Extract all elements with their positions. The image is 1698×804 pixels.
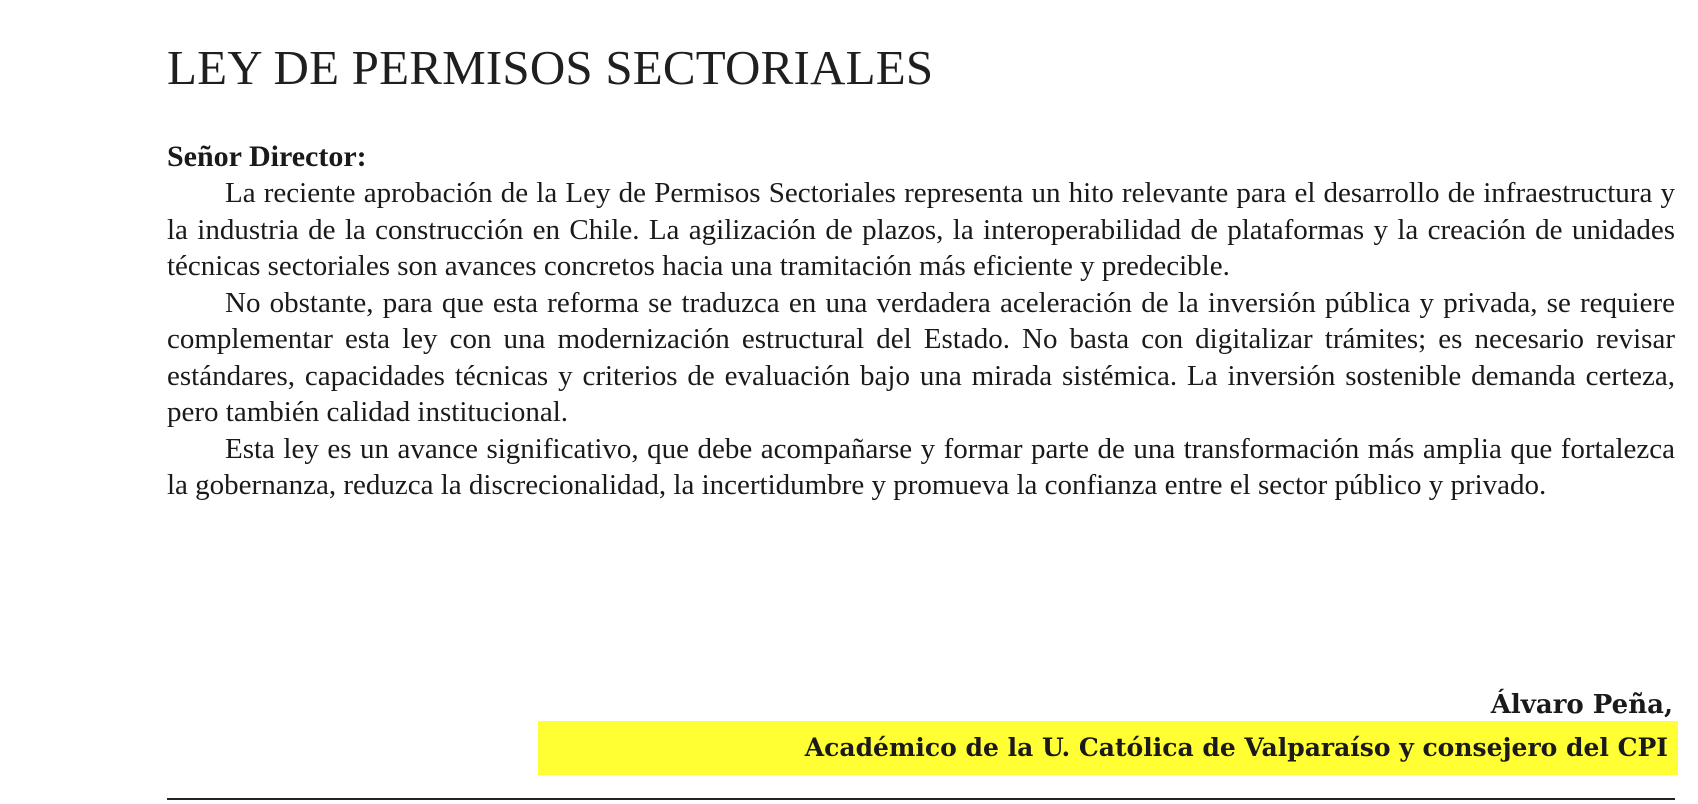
signature-affiliation-highlight: Académico de la U. Católica de Valparaíso y consejero del CPI [538, 721, 1678, 775]
paragraph-2: No obstante, para que esta reforma se traduzca en una verdadera aceleración de la inversión pública y privada, se requiere complementar esta ley con una modernización estructural del Estado. No basta con digitalizar trámites; es necesario revisar estándares, capacidades técnicas y criterios de evaluación bajo una mirada sistémica. La inversión sostenible demanda certeza, pero también calidad institucional. [167, 286, 1675, 428]
salutation: Señor Director: [167, 140, 367, 173]
headline: LEY DE PERMISOS SECTORIALES [167, 40, 934, 95]
letter-article [167, 0, 1675, 504]
bottom-divider [167, 798, 1675, 800]
signature-name: Álvaro Peña, [1490, 690, 1673, 720]
paragraph-3: Esta ley es un avance significativo, que debe acompañarse y formar parte de una transformación más amplia que fortalezca la gobernanza, reduzca la discrecionalidad, la incertidumbre y promueva la confianza entre el sector público y privado. [167, 432, 1675, 501]
paragraph-1: La reciente aprobación de la Ley de Permisos Sectoriales representa un hito relevante para el desarrollo de infraestructura y la industria de la construcción en Chile. La agilización de plazos, la interoperabilidad de plataformas y la creación de unidades técnicas sectoriales son avances concretos hacia una tramitación más eficiente y predecible. [167, 177, 1675, 282]
